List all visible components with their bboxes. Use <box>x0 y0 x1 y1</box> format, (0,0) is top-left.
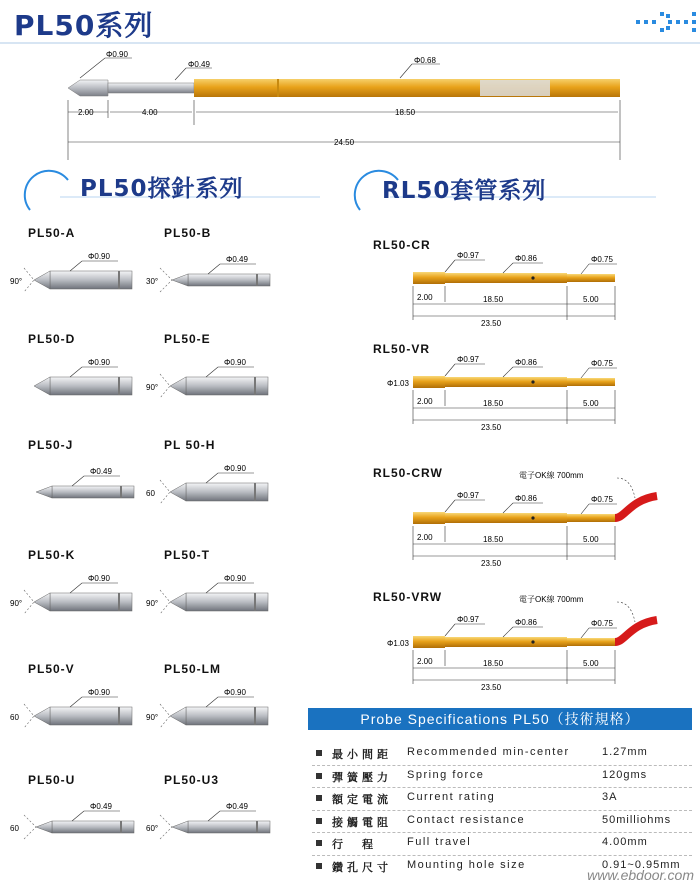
spec-row <box>312 810 692 832</box>
probe-drawing <box>144 446 284 526</box>
sleeve-dia-1: Φ0.97 <box>457 491 479 500</box>
sleeve-drawing <box>385 242 685 342</box>
probe-label: PL50-U <box>28 773 76 787</box>
probe-label: PL50-B <box>164 226 212 240</box>
spec-en: Spring force <box>407 768 485 781</box>
spec-value: 50milliohms <box>602 813 672 826</box>
spec-value: 3A <box>602 791 618 803</box>
probe-drawing <box>8 340 148 420</box>
row-divider <box>312 855 692 857</box>
probe-dia: Φ0.90 <box>88 688 110 697</box>
top-dim-l3: 18.50 <box>395 108 416 117</box>
spec-row <box>312 787 692 809</box>
row-divider <box>312 765 692 767</box>
sleeve-len-2: 18.50 <box>483 535 504 544</box>
left-section-title: PL50探針系列 <box>80 176 244 202</box>
probe-angle: 90° <box>10 277 23 286</box>
spec-en: Mounting hole size <box>407 858 526 871</box>
sleeve-len-1: 2.00 <box>417 533 433 542</box>
sleeve-drawing <box>385 346 685 446</box>
sleeve-dia-1: Φ0.97 <box>457 615 479 624</box>
sleeve-len-3: 5.00 <box>583 399 599 408</box>
probe-angle: 90° <box>146 713 159 722</box>
sleeve-dia-1: Φ0.97 <box>457 251 479 260</box>
probe-dia: Φ0.90 <box>224 688 246 697</box>
spec-en: Current rating <box>407 791 496 803</box>
spec-value: 1.27mm <box>602 746 648 758</box>
sleeve-dia-2: Φ0.86 <box>515 618 537 627</box>
sleeve-dia-3: Φ0.75 <box>591 359 613 368</box>
top-dim-d1: Φ0.90 <box>106 50 128 59</box>
sleeve-total: 23.50 <box>481 319 502 328</box>
top-dim-l2: 4.00 <box>142 108 158 117</box>
probe-label: PL50-U3 <box>164 773 220 787</box>
sleeve-wire-label: 電子OK線 700mm <box>519 595 584 604</box>
sleeve-total: 23.50 <box>481 423 502 432</box>
probe-drawing <box>8 234 148 314</box>
spec-cn: 鑽孔尺寸 <box>332 861 392 874</box>
probe-drawing <box>144 781 284 861</box>
sleeve-len-3: 5.00 <box>583 295 599 304</box>
sleeve-dia-3: Φ0.75 <box>591 255 613 264</box>
probe-angle: 90° <box>10 599 23 608</box>
spec-value: 4.00mm <box>602 836 648 848</box>
bullet-icon <box>316 840 322 846</box>
row-divider <box>312 787 692 789</box>
spec-cn: 接觸電阻 <box>332 816 392 829</box>
sleeve-dia-3: Φ0.75 <box>591 619 613 628</box>
bullet-icon <box>316 773 322 779</box>
sleeve-dia-2: Φ0.86 <box>515 254 537 263</box>
probe-dia: Φ0.49 <box>226 255 248 264</box>
probe-angle: 60° <box>146 824 159 833</box>
sleeve-dia-1: Φ0.97 <box>457 355 479 364</box>
probe-dia: Φ0.90 <box>224 358 246 367</box>
sleeve-drawing <box>385 594 685 694</box>
spec-value: 120gms <box>602 768 648 781</box>
sleeve-head-dia: Φ1.03 <box>387 379 409 388</box>
probe-drawing <box>8 781 148 861</box>
probe-drawing <box>144 556 284 636</box>
spec-value: 0.91~0.95mm <box>602 858 681 871</box>
spec-cn: 彈簧壓力 <box>332 771 392 784</box>
probe-drawing <box>8 670 148 750</box>
spec-row <box>312 742 692 764</box>
bullet-icon <box>316 750 322 756</box>
sleeve-len-2: 18.50 <box>483 295 504 304</box>
sleeve-label: RL50-VR <box>373 342 431 356</box>
spec-cn: 行 程 <box>332 839 377 851</box>
watermark: www.ebdoor.com <box>587 867 694 883</box>
sleeve-dia-3: Φ0.75 <box>591 495 613 504</box>
sleeve-label: RL50-CRW <box>373 466 443 480</box>
probe-dia: Φ0.90 <box>88 252 110 261</box>
probe-drawing <box>8 446 148 526</box>
top-dim-d3: Φ0.68 <box>414 56 436 65</box>
probe-angle: 90° <box>146 599 159 608</box>
right-section-title: RL50套管系列 <box>382 178 547 204</box>
spec-cn: 額定電流 <box>332 794 392 806</box>
probe-label: PL50-LM <box>164 662 222 676</box>
spec-en: Full travel <box>407 836 472 848</box>
probe-label: PL 50-H <box>164 438 216 452</box>
probe-drawing <box>144 670 284 750</box>
probe-label: PL50-V <box>28 662 75 676</box>
spec-en: Recommended min-center <box>407 746 570 758</box>
probe-drawing <box>144 340 284 420</box>
sleeve-dia-2: Φ0.86 <box>515 358 537 367</box>
sleeve-len-1: 2.00 <box>417 657 433 666</box>
sleeve-wire-label: 電子OK線 700mm <box>519 471 584 480</box>
spec-row <box>312 765 692 787</box>
probe-drawing <box>144 234 284 314</box>
sleeve-len-1: 2.00 <box>417 397 433 406</box>
probe-label: PL50-T <box>164 548 211 562</box>
sleeve-head-dia: Φ1.03 <box>387 639 409 648</box>
probe-dia: Φ0.90 <box>88 358 110 367</box>
top-dim-l1: 2.00 <box>78 108 94 117</box>
sleeve-label: RL50-CR <box>373 238 431 252</box>
spec-row <box>312 832 692 854</box>
sleeve-dia-2: Φ0.86 <box>515 494 537 503</box>
probe-label: PL50-J <box>28 438 74 452</box>
probe-angle: 30° <box>146 277 159 286</box>
sleeve-len-2: 18.50 <box>483 659 504 668</box>
probe-dia: Φ0.49 <box>90 802 112 811</box>
sleeve-len-1: 2.00 <box>417 293 433 302</box>
probe-dia: Φ0.90 <box>224 574 246 583</box>
sleeve-len-2: 18.50 <box>483 399 504 408</box>
probe-label: PL50-D <box>28 332 76 346</box>
probe-dia: Φ0.90 <box>224 464 246 473</box>
probe-label: PL50-A <box>28 226 76 240</box>
probe-angle: 60 <box>10 824 19 833</box>
sleeve-total: 23.50 <box>481 559 502 568</box>
top-dim-d2: Φ0.49 <box>188 60 210 69</box>
sleeve-label: RL50-VRW <box>373 590 443 604</box>
probe-angle: 90° <box>146 383 159 392</box>
spec-table-header: Probe Specifications PL50（技術規格） <box>308 708 692 730</box>
bullet-icon <box>316 795 322 801</box>
probe-drawing <box>8 556 148 636</box>
sleeve-len-3: 5.00 <box>583 659 599 668</box>
row-divider <box>312 810 692 812</box>
top-dim-total: 24.50 <box>334 138 355 147</box>
row-divider <box>312 832 692 834</box>
sleeve-drawing <box>385 470 685 570</box>
page-title: PL50系列 <box>14 9 154 42</box>
bullet-icon <box>316 818 322 824</box>
probe-dia: Φ0.49 <box>226 802 248 811</box>
sleeve-total: 23.50 <box>481 683 502 692</box>
probe-label: PL50-E <box>164 332 211 346</box>
spec-en: Contact resistance <box>407 813 526 826</box>
bullet-icon <box>316 863 322 869</box>
probe-label: PL50-K <box>28 548 76 562</box>
spec-cn: 最小間距 <box>332 749 392 761</box>
probe-dia: Φ0.90 <box>88 574 110 583</box>
probe-angle: 60 <box>146 489 155 498</box>
probe-dia: Φ0.49 <box>90 467 112 476</box>
probe-angle: 60 <box>10 713 19 722</box>
sleeve-len-3: 5.00 <box>583 535 599 544</box>
